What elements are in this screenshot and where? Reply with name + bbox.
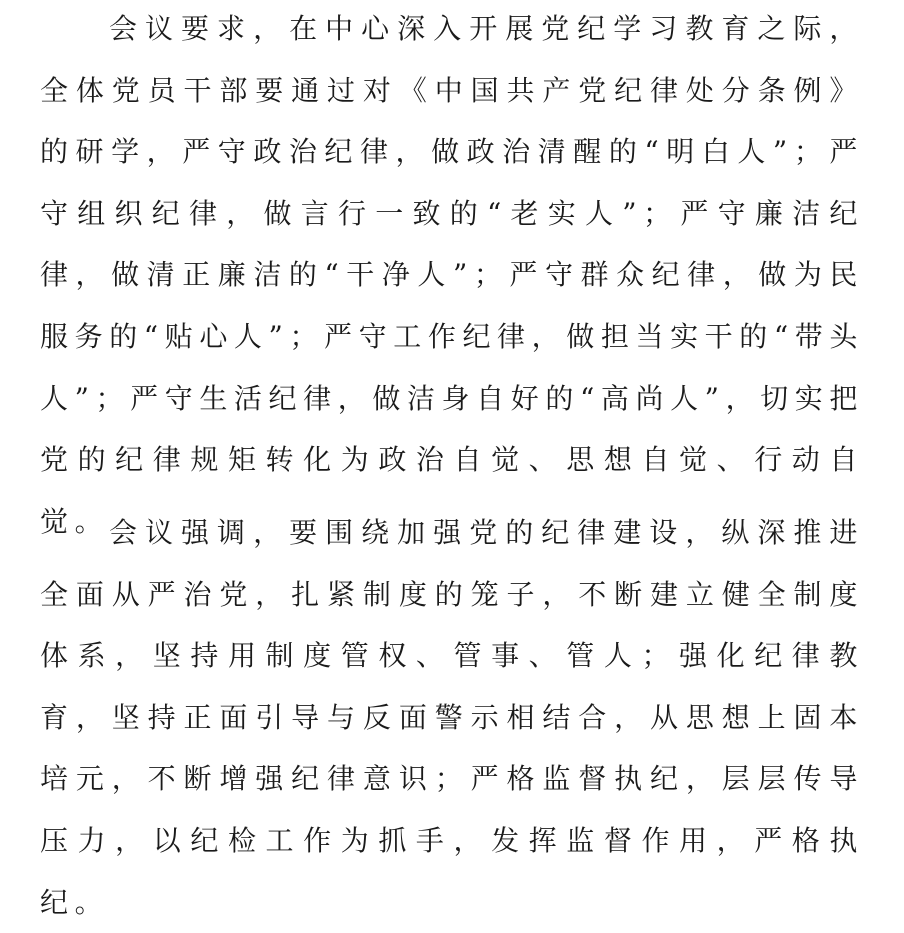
paragraph-meeting-emphasis: 会议强调，要围绕加强党的纪律建设，纵深推进全面从严治党，扎紧制度的笼子，不断建立健全制度体系，坚持用制度管权、管事、管人；强化纪律教育，坚持正面引导与反面警示相结合，从思想上固本培元，不断增强纪律意识；严格监督执纪，层层传导压力，以纪检工作为抓手，发挥监督作用，严格执纪。 [40, 516, 864, 919]
paragraph-meeting-requirements: 会议要求，在中心深入开展党纪学习教育之际，全体党员干部要通过对《中国共产党纪律处分条例》的研学，严守政治纪律，做政治清醒的“明白人”；严守组织纪律，做言行一致的“老实人”；严守廉洁纪律，做清正廉洁的“干净人”；严守群众纪律，做为民服务的“贴心人”；严守工作纪律，做担当实干的“带头人”；严守生活纪律，做洁身自好的“高尚人”，切实把党的纪律规矩转化为政治自觉、思想自觉、行动自觉。 [40, 12, 864, 538]
